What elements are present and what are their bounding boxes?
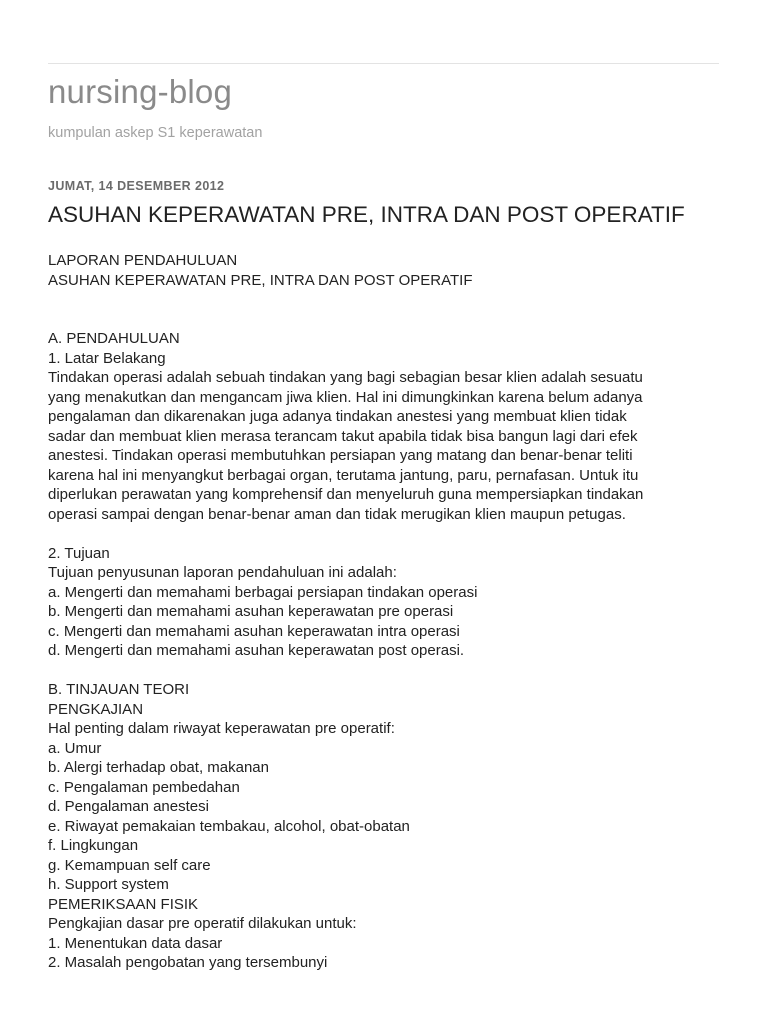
- body-line: diperlukan perawatan yang komprehensif dan menyeluruh guna mempersiapkan tindakan: [48, 486, 644, 503]
- body-line: 1. Latar Belakang: [48, 349, 166, 367]
- body-line: ASUHAN KEPERAWATAN PRE, INTRA DAN POST OPERATIF: [48, 271, 473, 289]
- body-line: 2. Tujuan: [48, 544, 110, 562]
- post-body: [48, 251, 728, 973]
- body-line: 1. Menentukan data dasar: [48, 934, 223, 952]
- body-line: h. Support system: [48, 876, 169, 893]
- blog-subtitle: kumpulan askep S1 keperawatan: [48, 125, 263, 141]
- body-line: Pengkajian dasar pre operatif dilakukan untuk:: [48, 915, 357, 932]
- post-date: JUMAT, 14 DESEMBER 2012: [48, 179, 225, 193]
- body-line: g. Kemampuan self care: [48, 856, 211, 874]
- body-line: [48, 310, 728, 330]
- body-line: [48, 661, 728, 681]
- body-line: PENGKAJIAN: [48, 700, 144, 718]
- body-line: b. Mengerti dan memahami asuhan keperawatan pre operasi: [48, 603, 454, 620]
- blog-title[interactable]: nursing-blog: [48, 73, 233, 110]
- body-line: pengalaman dan dikarenakan juga adanya tindakan anestesi yang membuat klien tidak: [48, 408, 627, 425]
- body-line: karena hal ini menyangkut berbagai organ, terutama jantung, paru, pernafasan. Untuk itu: [48, 466, 639, 484]
- body-line: A. PENDAHULUAN: [48, 330, 180, 347]
- body-line: f. Lingkungan: [48, 837, 139, 854]
- body-line: Tindakan operasi adalah sebuah tindakan yang bagi sebagian besar klien adalah sesuatu: [48, 369, 643, 386]
- body-line: yang menakutkan dan mengancam jiwa klien. Hal ini dimungkinkan karena belum adanya: [48, 388, 643, 406]
- body-line: sadar dan membuat klien merasa terancam takut apabila tidak bisa bangun lagi dari efek: [48, 427, 638, 445]
- body-line: d. Pengalaman anestesi: [48, 798, 209, 815]
- body-line: 2. Masalah pengobatan yang tersembunyi: [48, 954, 328, 971]
- body-line: anestesi. Tindakan operasi membutuhkan persiapan yang matang dan benar-benar teliti: [48, 447, 633, 464]
- body-line: e. Riwayat pemakaian tembakau, alcohol, obat-obatan: [48, 817, 410, 835]
- body-line: PEMERIKSAAN FISIK: [48, 895, 199, 913]
- body-line: a. Mengerti dan memahami berbagai persiapan tindakan operasi: [48, 583, 478, 601]
- body-line: [48, 290, 728, 310]
- body-line: Hal penting dalam riwayat keperawatan pre operatif:: [48, 720, 395, 737]
- body-line: [48, 524, 728, 544]
- body-line: b. Alergi terhadap obat, makanan: [48, 759, 269, 776]
- body-line: B. TINJAUAN TEORI: [48, 681, 190, 698]
- body-line: a. Umur: [48, 739, 102, 757]
- body-line: LAPORAN PENDAHULUAN: [48, 252, 238, 269]
- post-title[interactable]: ASUHAN KEPERAWATAN PRE, INTRA DAN POST OPERATIF: [48, 202, 685, 227]
- body-line: Tujuan penyusunan laporan pendahuluan ini adalah:: [48, 564, 397, 581]
- body-line: operasi sampai dengan benar-benar aman dan tidak merugikan klien maupun petugas.: [48, 505, 626, 523]
- body-line: c. Mengerti dan memahami asuhan keperawatan intra operasi: [48, 622, 460, 640]
- body-line: c. Pengalaman pembedahan: [48, 778, 240, 796]
- header-divider: [48, 63, 719, 64]
- body-line: d. Mengerti dan memahami asuhan keperawatan post operasi.: [48, 642, 465, 659]
